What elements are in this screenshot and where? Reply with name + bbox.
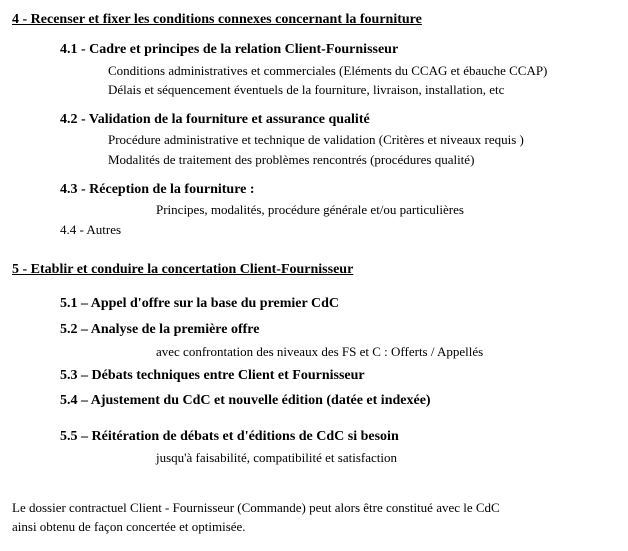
item-4-2-heading: 4.2 - Validation de la fourniture et assurance qualité: [60, 112, 370, 127]
item-5-2-detail-1: avec confrontation des niveaux des FS et C : Offerts / Appellés: [156, 344, 484, 359]
item-4-2-detail-1: Procédure administrative et technique de validation (Critères et niveaux requis ): [108, 132, 524, 147]
conclusion-line-1: Le dossier contractuel Client - Fournisseur (Commande) peut alors être constitué avec le CdC: [12, 500, 500, 515]
item-4-1-detail-2: Délais et séquencement éventuels de la fourniture, livraison, installation, etc: [108, 82, 505, 97]
item-4-4-heading: 4.4 - Autres: [60, 222, 122, 237]
item-5-5-detail-1: jusqu'à faisabilité, compatibilité et satisfaction: [156, 450, 397, 465]
section-5-heading: 5 - Etablir et conduire la concertation Client-Fournisseur: [12, 262, 354, 277]
conclusion-line-2: ainsi obtenu de façon concertée et optimisée.: [12, 519, 246, 534]
item-5-1-heading: 5.1 – Appel d'offre sur la base du premier CdC: [60, 296, 339, 311]
item-4-2-detail-2: Modalités de traitement des problèmes rencontrés (procédures qualité): [108, 152, 475, 167]
item-4-1-detail-1: Conditions administratives et commerciales (Eléments du CCAG et ébauche CCAP): [108, 63, 548, 78]
item-5-2-heading: 5.2 – Analyse de la première offre: [60, 322, 260, 337]
item-4-3-detail-1: Principes, modalités, procédure générale et/ou particulières: [156, 202, 464, 217]
item-5-5-heading: 5.5 – Réitération de débats et d'éditions de CdC si besoin: [60, 429, 399, 444]
item-5-3-heading: 5.3 – Débats techniques entre Client et Fournisseur: [60, 368, 365, 383]
item-4-3-heading: 4.3 - Réception de la fourniture :: [60, 182, 255, 197]
section-4-heading: 4 - Recenser et fixer les conditions connexes concernant la fourniture: [12, 12, 422, 27]
item-4-1-heading: 4.1 - Cadre et principes de la relation Client-Fournisseur: [60, 42, 399, 57]
item-5-4-heading: 5.4 – Ajustement du CdC et nouvelle édition (datée et indexée): [60, 393, 431, 408]
